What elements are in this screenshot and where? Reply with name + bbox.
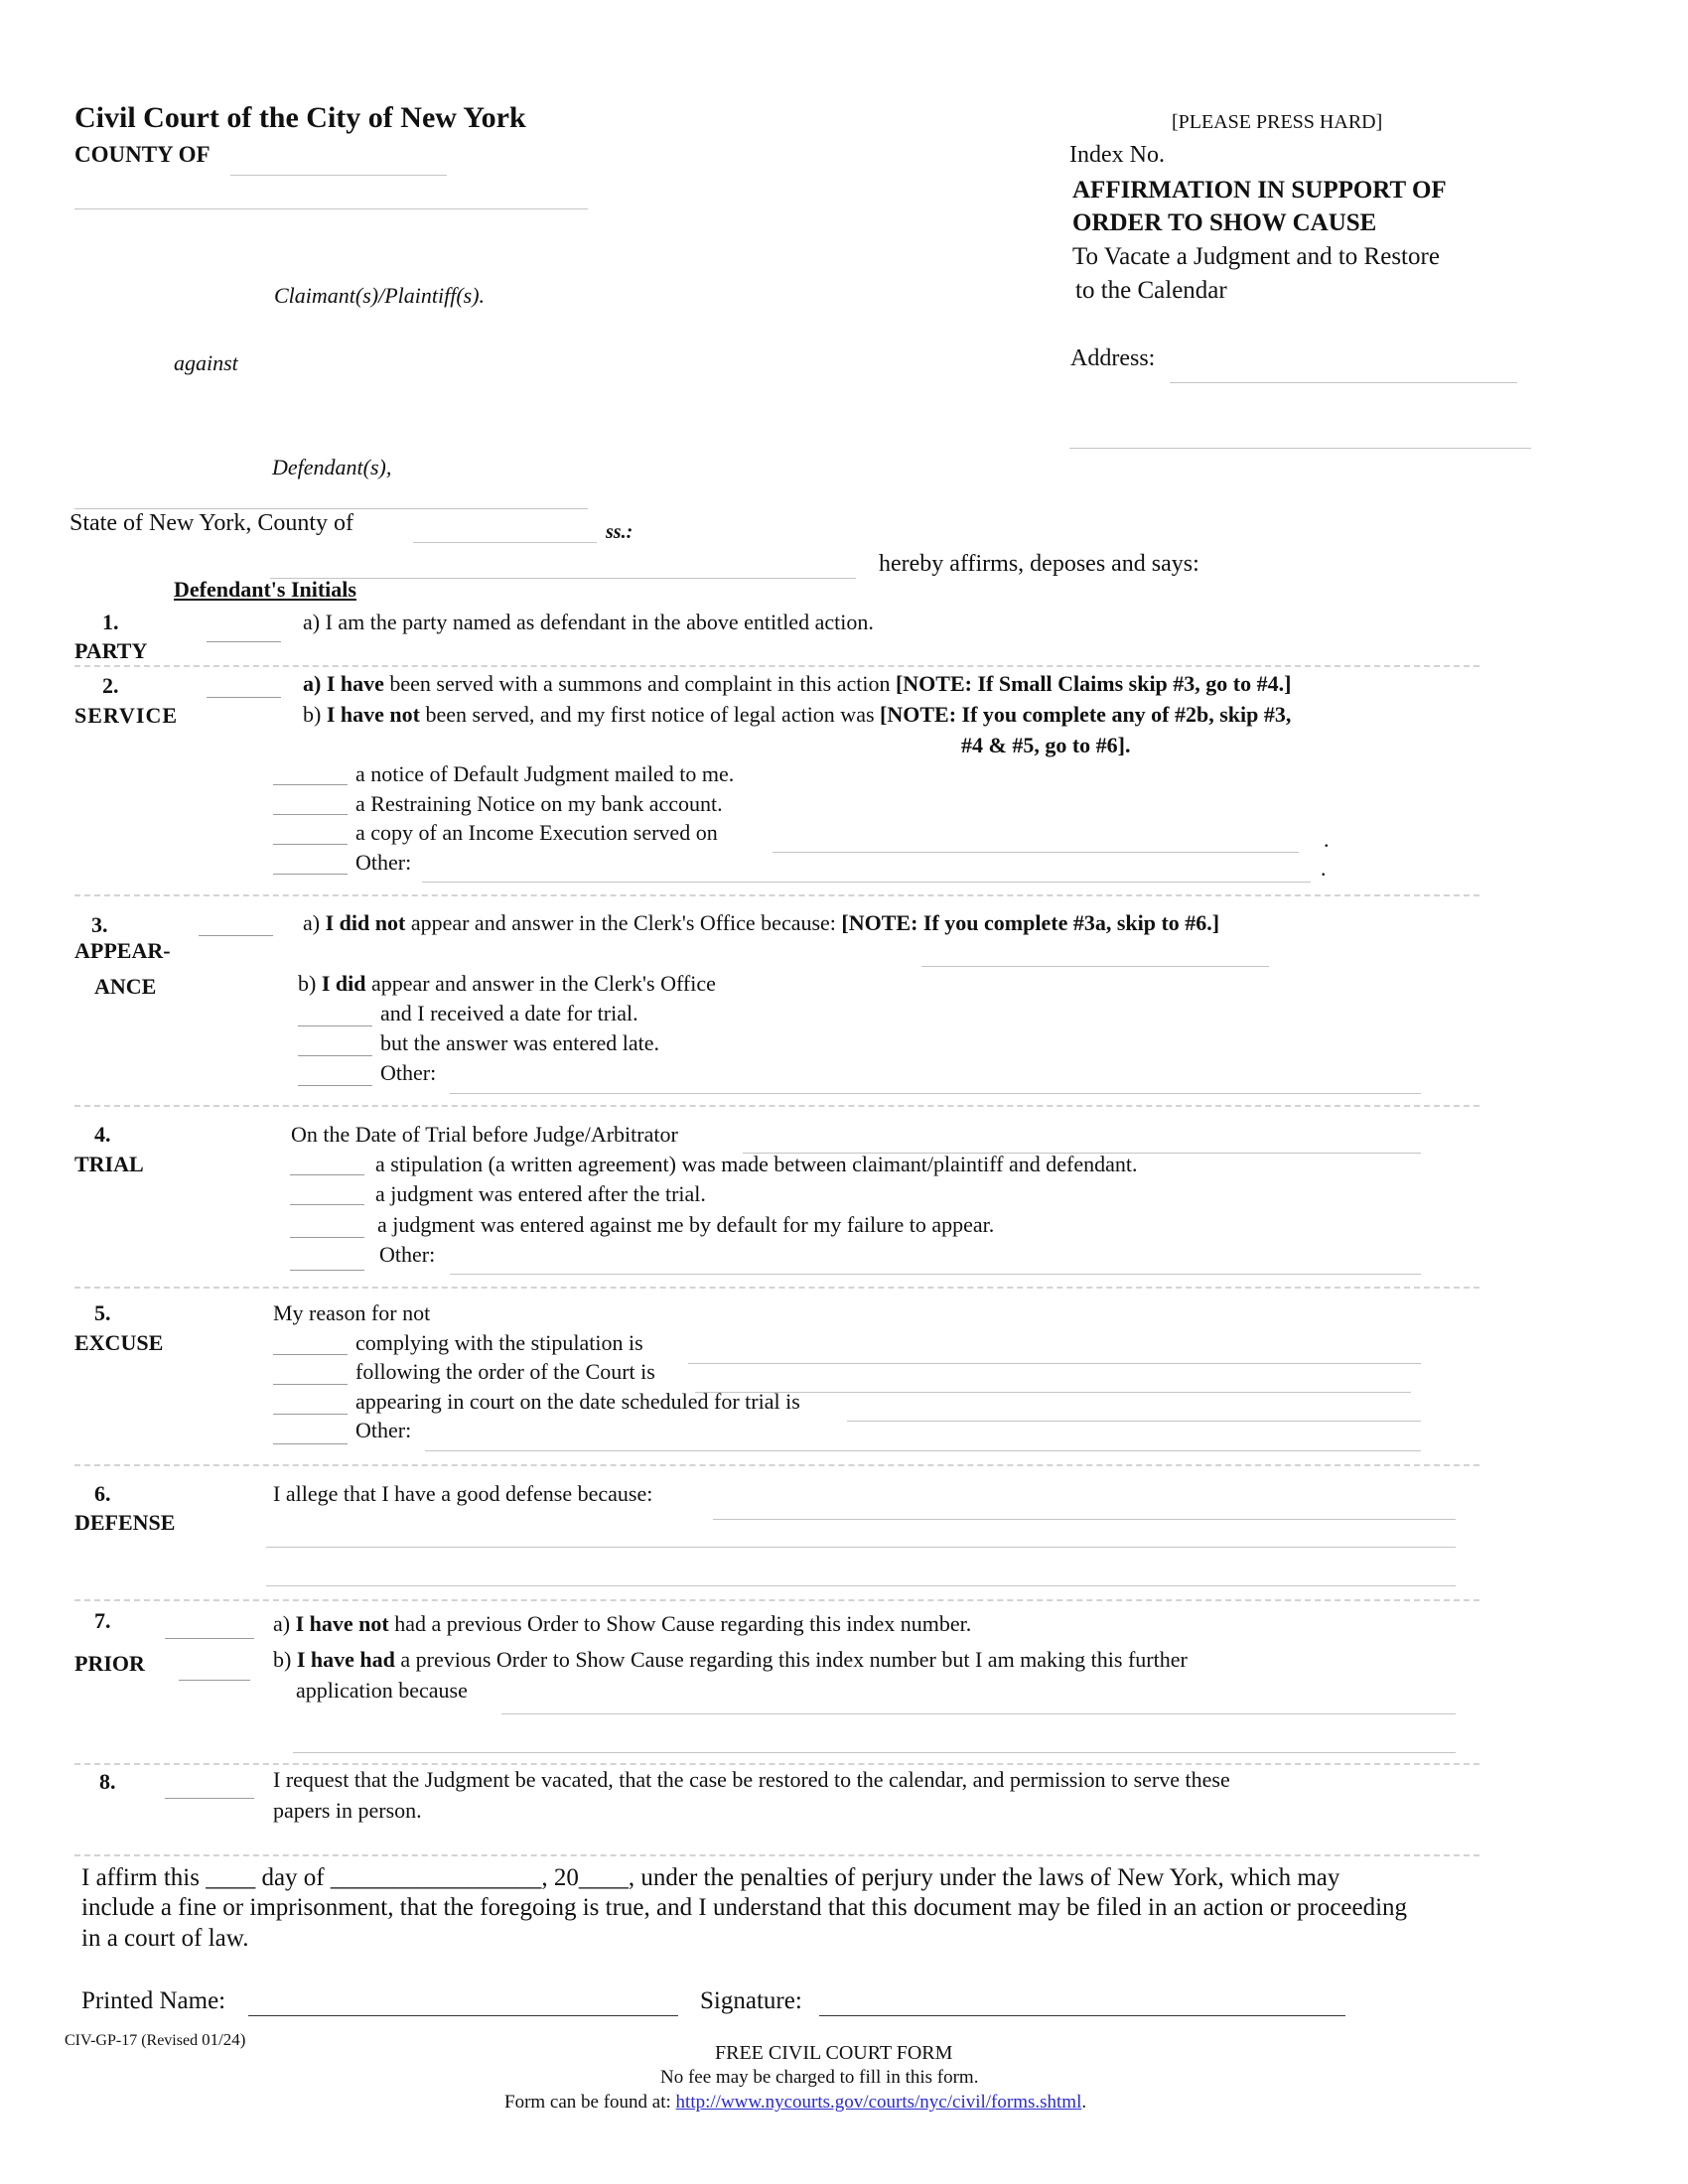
initials-heading: Defendant's Initials [174,577,356,602]
section-5-label: EXCUSE [74,1330,164,1355]
s7-b-pre: b) [273,1647,297,1672]
divider-8 [74,1854,1479,1856]
s7-a-line [273,1611,971,1637]
section-3-label-2: ANCE [94,974,157,999]
no-fee-label: No fee may be charged to fill in this form. [660,2067,979,2088]
s3-opt2: but the answer was entered late. [380,1030,659,1055]
s5-opt1: complying with the stipulation is [355,1330,643,1355]
s2-b-note-cont: #4 & #5, go to #6]. [961,733,1131,757]
s2-b-bold: I have not [326,702,420,727]
s7-a-text: had a previous Order to Show Cause regarding this index number. [388,1611,972,1636]
s3-opt1: and I received a date for trial. [380,1001,638,1025]
s2-opt4: Other: [355,850,412,875]
s7-b-line-2: application because [296,1678,468,1703]
form-location-prefix: Form can be found at: [504,2092,676,2113]
court-caption-line[interactable] [74,208,588,209]
initials-1[interactable] [207,641,281,642]
defendant-name-input[interactable] [74,508,588,509]
section-5-number: 5. [94,1300,111,1325]
section-1-number: 1. [102,610,119,634]
form-location [504,2092,1086,2114]
signature-input[interactable] [819,2015,1345,2016]
s3-b-text: appear and answer in the Clerk's Office [365,971,716,996]
s1-a-text: a) I am the party named as defendant in the above entitled action. [303,610,874,634]
s5-opt2-blank[interactable] [273,1384,348,1385]
index-no-label: Index No. [1069,142,1165,168]
form-revision: 01/24) [202,2030,246,2049]
divider-4 [74,1287,1479,1289]
form-id-text: CIV-GP-17 (Revised [65,2032,199,2049]
claimant-label: Claimant(s)/Plaintiff(s). [274,283,486,308]
free-form-label: FREE CIVIL COURT FORM [715,2042,953,2064]
s3-opt3-blank[interactable] [298,1085,372,1086]
initials-7b[interactable] [179,1680,250,1681]
affirms-text: hereby affirms, deposes and says: [879,551,1199,577]
s4-opt2-blank[interactable] [290,1204,364,1205]
s7-b-bold: I have had [296,1647,395,1672]
s5-opt2: following the order of the Court is [355,1359,655,1384]
doc-title-line-2: ORDER TO SHOW CAUSE [1072,209,1377,236]
doc-subtitle-line-1: To Vacate a Judgment and to Restore [1072,243,1440,270]
address-input-1[interactable] [1170,382,1517,383]
s2-b-line [303,702,1291,728]
doc-title-line-1: AFFIRMATION IN SUPPORT OF [1072,177,1447,204]
s2-opt3: a copy of an Income Execution served on [355,820,718,845]
s2-a-line [303,671,1291,697]
affiant-name-input[interactable] [270,578,856,579]
s2-b-note: [NOTE: If you complete any of #2b, skip #3, [880,702,1292,727]
divider-2 [74,894,1479,896]
section-3-number: 3. [91,912,108,937]
against-label: against [174,350,238,375]
s3-b-bold: I did [321,971,366,996]
county-input[interactable] [230,175,447,176]
s4-opt4-blank[interactable] [290,1270,364,1271]
s3-a-pre: a) [303,910,326,935]
press-hard-note: [PLEASE PRESS HARD] [1172,111,1383,133]
s2-opt3-blank[interactable] [273,844,348,845]
s5-other-input[interactable] [425,1450,1421,1451]
s2-opt4-period: . [1321,856,1327,881]
court-title: Civil Court of the City of New York [74,101,526,134]
s3-a-bold: I did not [325,910,406,935]
s8-line-2: papers in person. [273,1798,422,1823]
s3-b-line [298,971,716,997]
section-6-number: 6. [94,1481,111,1506]
doc-subtitle-line-2: to the Calendar [1075,277,1227,304]
s4-opt1-blank[interactable] [290,1174,364,1175]
section-4-number: 4. [94,1122,111,1147]
s5-opt1-blank[interactable] [273,1354,348,1355]
s3-b-pre: b) [298,971,322,996]
s5-opt3: appearing in court on the date scheduled for trial is [355,1389,800,1414]
section-7-label: PRIOR [74,1651,145,1676]
form-location-period: . [1081,2092,1087,2113]
section-8-number: 8. [99,1769,116,1794]
s4-opt1: a stipulation (a written agreement) was made between claimant/plaintiff and defendant. [375,1152,1138,1176]
section-1-label: PARTY [74,638,148,663]
divider-5 [74,1464,1479,1466]
s6-defense-input-3[interactable] [266,1585,1456,1586]
s3-a-reason-input[interactable] [921,966,1269,967]
s4-opt3-blank[interactable] [290,1237,364,1238]
divider-7 [74,1763,1479,1765]
s7-reason-input-1[interactable] [501,1713,1456,1714]
s4-opt4: Other: [379,1242,436,1267]
s3-a-note: [NOTE: If you complete #3a, skip to #6.] [841,910,1220,935]
initials-8[interactable] [165,1798,254,1799]
section-2-label: SERVICE [74,703,179,728]
affirm-line-2: include a fine or imprisonment, that the foregoing is true, and I understand that this document may be filed in an action or proceeding [81,1894,1408,1921]
s3-opt2-blank[interactable] [298,1055,372,1056]
s6-defense-input-2[interactable] [266,1547,1456,1548]
initials-2[interactable] [207,697,281,698]
s5-intro: My reason for not [273,1300,431,1325]
s4-intro: On the Date of Trial before Judge/Arbitrator [291,1122,678,1147]
form-id [65,2030,245,2050]
s4-other-input[interactable] [450,1274,1421,1275]
defendant-label: Defendant(s), [272,455,392,479]
section-6-label: DEFENSE [74,1510,176,1535]
s3-a-line [303,910,1219,936]
s3-opt3: Other: [380,1060,437,1085]
county-label: COUNTY OF [74,142,211,167]
section-2-number: 2. [102,673,119,698]
s2-opt1: a notice of Default Judgment mailed to me. [355,761,735,786]
s5-opt3-blank[interactable] [273,1414,348,1415]
s7-a-pre: a) [273,1611,296,1636]
ss-label: ss.: [606,521,633,543]
address-label: Address: [1070,345,1156,371]
s2-opt2-blank[interactable] [273,814,348,815]
s2-opt2: a Restraining Notice on my bank account. [355,791,723,816]
s2-other-input[interactable] [422,882,1311,883]
initials-3[interactable] [199,935,273,936]
s2-opt1-blank[interactable] [273,784,348,785]
address-input-2[interactable] [1069,448,1531,449]
s5-opt4: Other: [355,1418,412,1442]
s6-text: I allege that I have a good defense because: [273,1481,653,1506]
signature-label: Signature: [700,1987,802,2014]
divider-1 [74,665,1479,667]
s2-opt4-blank[interactable] [273,874,348,875]
s3-other-input[interactable] [450,1093,1421,1094]
divider-3 [74,1105,1479,1107]
s5-opt4-blank[interactable] [273,1443,348,1444]
s2-income-exec-input[interactable] [773,852,1299,853]
s4-opt2: a judgment was entered after the trial. [375,1181,706,1206]
s2-b-text: been served, and my first notice of legal action was [419,702,881,727]
s7-b-line [273,1647,1188,1673]
section-4-label: TRIAL [74,1152,144,1176]
section-3-label-1: APPEAR- [74,938,171,963]
s5-opt2-input[interactable] [695,1392,1411,1393]
section-7-number: 7. [94,1608,111,1633]
s7-b-text: a previous Order to Show Cause regarding this index number but I am making this further [394,1647,1188,1672]
printed-name-label: Printed Name: [81,1987,226,2014]
affirm-line-3: in a court of law. [81,1925,249,1952]
s7-a-bold: I have not [295,1611,389,1636]
form-url-link[interactable]: http://www.nycourts.gov/courts/nyc/civil/forms.shtml [675,2092,1082,2113]
s5-opt3-input[interactable] [847,1421,1421,1422]
printed-name-input[interactable] [248,2015,678,2016]
s2-a-bold: a) I have [303,671,384,696]
s3-a-text: appear and answer in the Clerk's Office because: [405,910,842,935]
s8-line-1: I request that the Judgment be vacated, that the case be restored to the calendar, and permission to serve these [273,1767,1230,1792]
state-county-label: State of New York, County of [70,510,353,536]
s2-b-pre: b) [303,702,327,727]
s6-defense-input-1[interactable] [713,1519,1456,1520]
s5-opt1-input[interactable] [688,1363,1421,1364]
s4-opt3: a judgment was entered against me by default for my failure to appear. [377,1212,995,1237]
s2-a-note: [NOTE: If Small Claims skip #3, go to #4.] [895,671,1292,696]
state-county-input[interactable] [413,542,597,543]
initials-7a[interactable] [165,1638,254,1639]
affirm-line-1: I affirm this ____ day of _________________, 20____, under the penalties of perjury under the laws of New York, which may [81,1864,1340,1891]
s2-opt3-period: . [1324,827,1330,852]
s2-a-text: been served with a summons and complaint in this action [383,671,896,696]
s3-opt1-blank[interactable] [298,1025,372,1026]
s7-reason-input-2[interactable] [293,1752,1456,1753]
divider-6 [74,1599,1479,1601]
